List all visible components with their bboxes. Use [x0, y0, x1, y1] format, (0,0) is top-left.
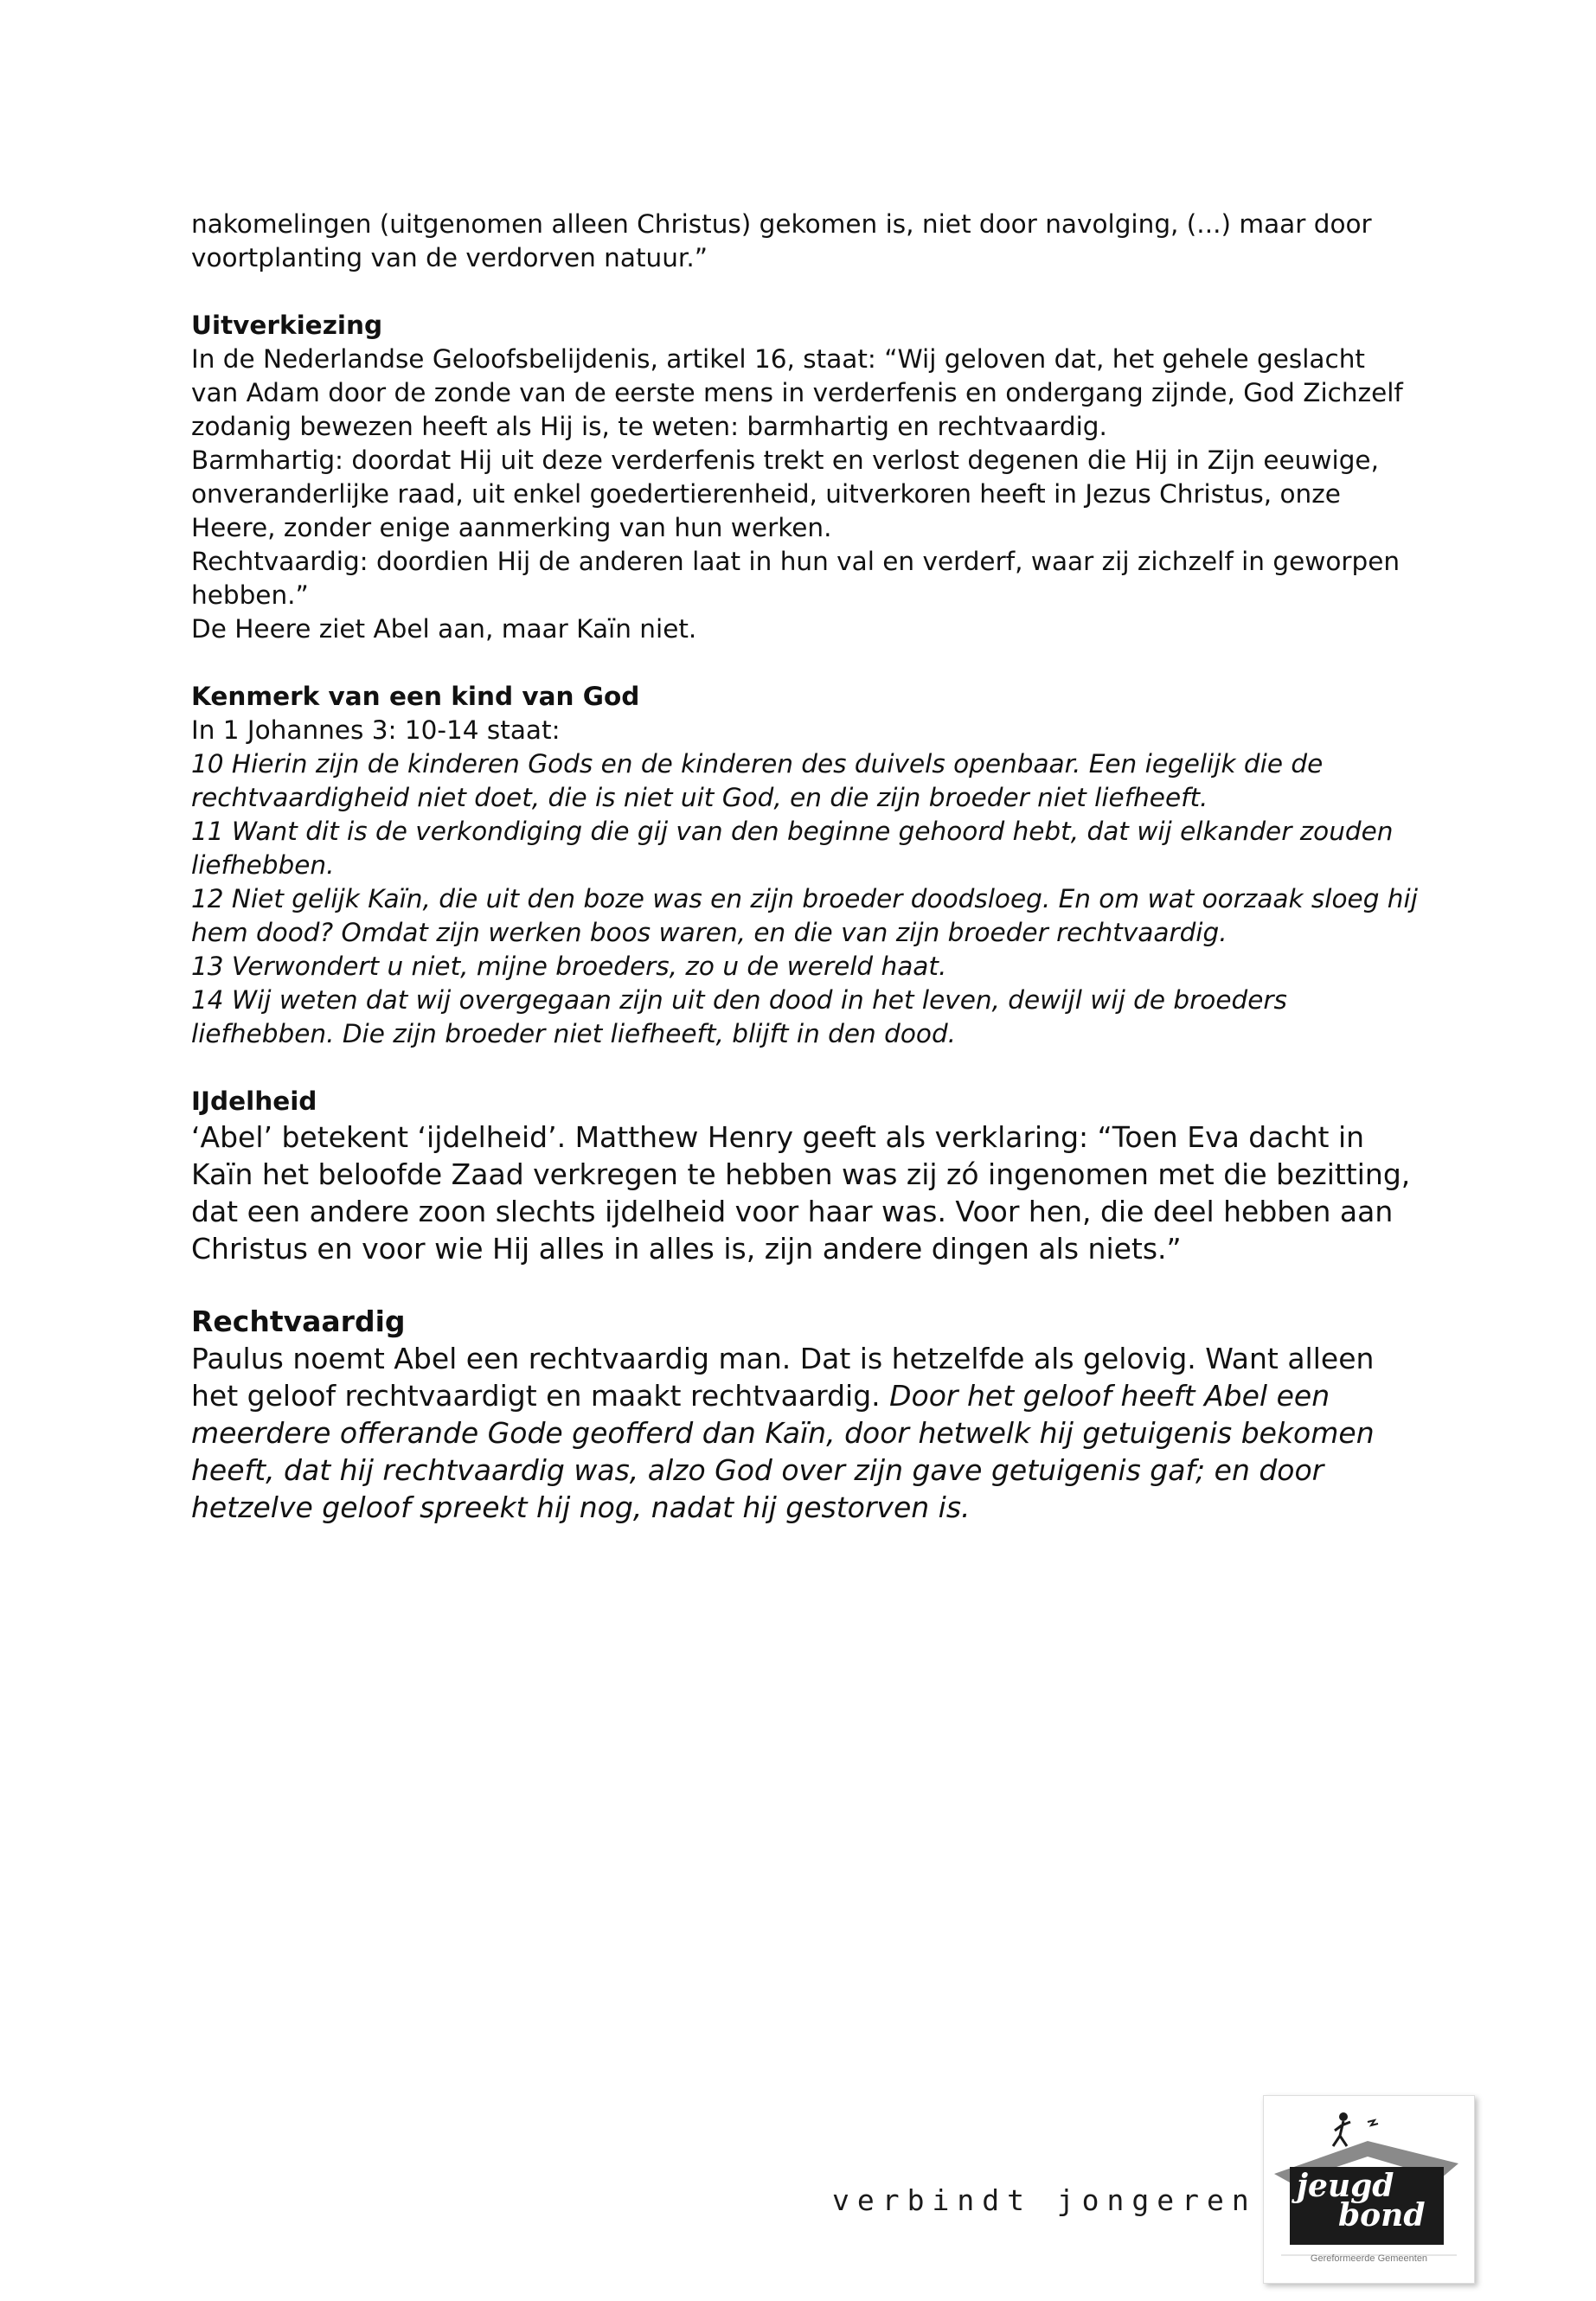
bible-verse: 10 Hierin zijn de kinderen Gods en de kinderen des duivels openbaar. Een iegelijk die de rechtvaardigheid niet doet, die is niet uit God, en die zijn broeder niet liefheeft.: [191, 749, 1324, 812]
footer-tagline: verbindt jongeren: [832, 2183, 1257, 2217]
uitverkiezing-paragraph-4: De Heere ziet Abel aan, maar Kaïn niet.: [191, 614, 697, 644]
uitverkiezing-paragraph-2: Barmhartig: doordat Hij uit deze verderfenis trekt en verlost degenen die Hij in Zijn eeuwige, onveranderlijke raad, uit enkel goedertierenheid, uitverkoren heeft in Jezus Christus, onze Heere, zonder enige aanmerking van hun werken.: [191, 445, 1379, 542]
kenmerk-intro: In 1 Johannes 3: 10-14 staat:: [191, 715, 561, 745]
heading-uitverkiezing: Uitverkiezing: [191, 311, 383, 340]
jeugdbond-logo: [1263, 2095, 1475, 2284]
ijdelheid-paragraph: ‘Abel’ betekent ‘ijdelheid’. Matthew Henry geeft als verklaring: “Toen Eva dacht in Kaïn het beloofde Zaad verkregen te hebben was zij zó ingenomen met die bezitting, dat een andere zoon slechts ijdelheid voor haar was. Voor hen, die deel hebben aan Christus en voor wie Hij alles in alles is, zijn andere dingen als niets.”: [191, 1120, 1411, 1266]
bible-verse: 13 Verwondert u niet, mijne broeders, zo u de wereld haat.: [191, 952, 947, 981]
heading-ijdelheid: IJdelheid: [191, 1086, 317, 1116]
rechtvaardig-quote: Door het geloof heeft Abel een meerdere offerande Gode geofferd dan Kaïn, door hetwelk hij getuigenis bekomen heeft, dat hij rechtvaardig was, alzo God over zijn gave getuigenis gaf; en door hetzelve geloof spreekt hij nog, nadat hij gestorven is.: [191, 1379, 1375, 1524]
bible-verse: 12 Niet gelijk Kaïn, die uit den boze was en zijn broeder doodsloeg. En om wat oorzaak sloeg hij hem dood? Omdat zijn werken boos waren, en die van zijn broeder rechtvaardig.: [191, 884, 1418, 947]
logo-word-bond: bond: [1338, 2197, 1426, 2234]
rechtvaardig-text: Paulus noemt Abel een rechtvaardig man. Dat is hetzelfde als gelovig. Want alleen het geloof rechtvaardigt en maakt rechtvaardig.: [191, 1342, 1375, 1413]
uitverkiezing-paragraph-3: Rechtvaardig: doordien Hij de anderen laat in hun val en verderf, waar zij zichzelf in geworpen hebben.”: [191, 547, 1401, 610]
heading-kenmerk: Kenmerk van een kind van God: [191, 682, 640, 711]
logo-subtitle: Gereformeerde Gemeenten: [1310, 2253, 1428, 2264]
bible-verse: 14 Wij weten dat wij overgegaan zijn uit den dood in het leven, dewijl wij de broeders liefhebben. Die zijn broeder niet liefheeft, blijft in den dood.: [191, 985, 1287, 1048]
uitverkiezing-paragraph-1: In de Nederlandse Geloofsbelijdenis, artikel 16, staat: “Wij geloven dat, het gehele geslacht van Adam door de zonde van de eerste mens in verderfenis en ondergang zijnde, God Zichzelf zodanig bewezen heeft als Hij is, te weten: barmhartig en rechtvaardig.: [191, 344, 1403, 441]
bible-verse: 11 Want dit is de verkondiging die gij van den beginne gehoord hebt, dat wij elkander zouden liefhebben.: [191, 817, 1394, 880]
heading-rechtvaardig: Rechtvaardig: [191, 1304, 406, 1338]
logo-word-jeugd: jeugd: [1297, 2168, 1394, 2204]
rechtvaardig-paragraph: [191, 1340, 1420, 1526]
intro-paragraph: nakomelingen (uitgenomen alleen Christus) gekomen is, niet door navolging, (...) maar door voortplanting van de verdorven natuur.”: [191, 209, 1372, 272]
document-body: [191, 208, 1420, 1526]
